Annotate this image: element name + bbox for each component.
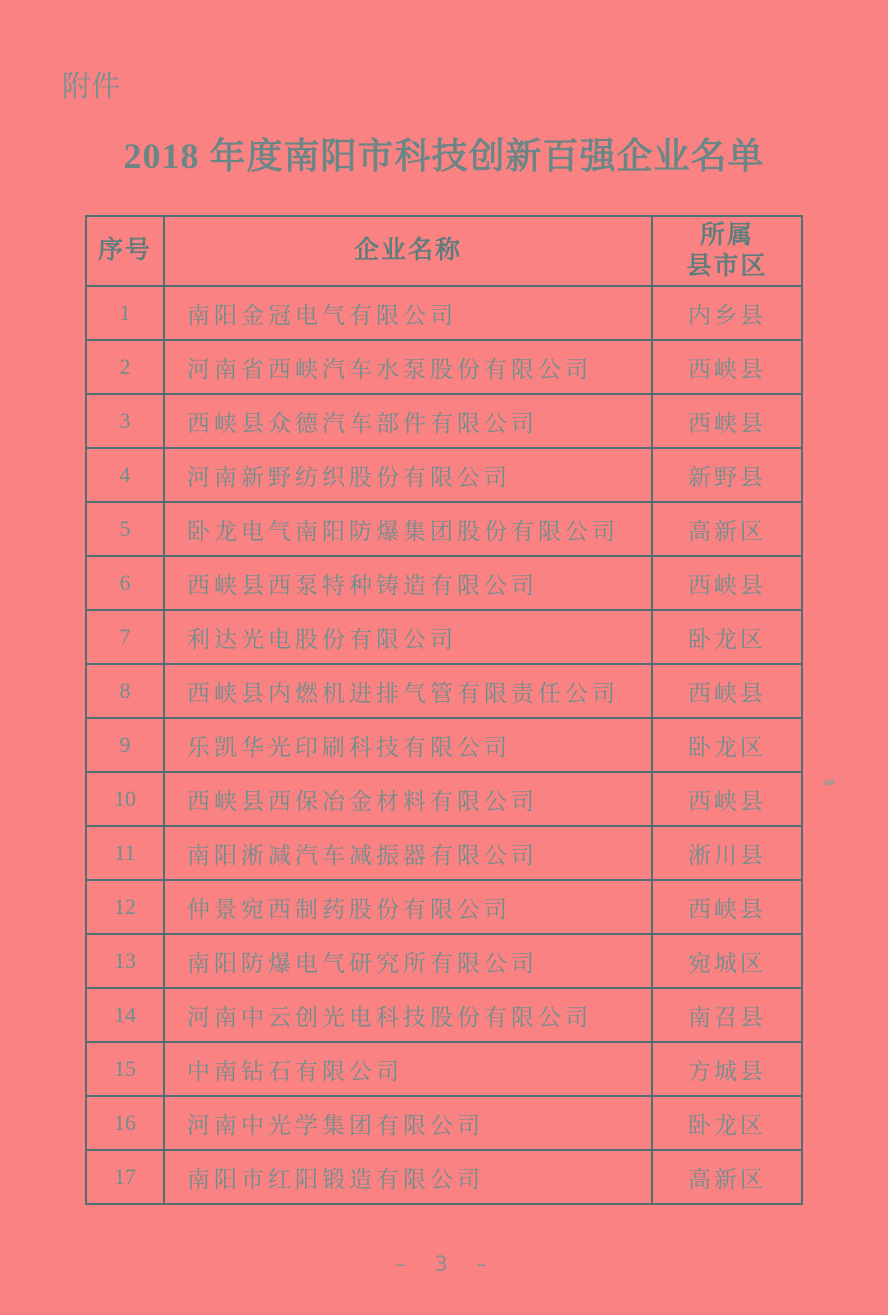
row-index: 12 [86,880,164,934]
table-row [86,718,802,772]
row-index: 3 [86,394,164,448]
company-name: 西峡县众德汽车部件有限公司 [164,394,652,448]
table-row [86,1150,802,1204]
page-title: 2018 年度南阳市科技创新百强企业名单 [123,136,765,176]
company-name: 河南新野纺织股份有限公司 [164,448,652,502]
table-row [86,988,802,1042]
company-name: 利达光电股份有限公司 [164,610,652,664]
table-row [86,448,802,502]
row-index: 17 [86,1150,164,1204]
company-name: 乐凯华光印刷科技有限公司 [164,718,652,772]
row-index: 2 [86,340,164,394]
district: 淅川县 [652,826,802,880]
header-index: 序号 [86,216,164,286]
district: 高新区 [652,1150,802,1204]
row-index: 7 [86,610,164,664]
district: 南召县 [652,988,802,1042]
row-index: 11 [86,826,164,880]
district: 方城县 [652,1042,802,1096]
row-index: 1 [86,286,164,340]
header-district-line1: 所属 [699,221,754,249]
table-row [86,1042,802,1096]
company-name: 南阳淅减汽车减振器有限公司 [164,826,652,880]
table-row [86,394,802,448]
district: 内乡县 [652,286,802,340]
table-row [86,502,802,556]
table-row [86,340,802,394]
district: 西峡县 [652,664,802,718]
table-header-row [86,216,802,286]
table-row [86,826,802,880]
company-name: 南阳金冠电气有限公司 [164,286,652,340]
scan-speck [824,779,836,786]
district: 西峡县 [652,394,802,448]
header-district-line2: 县市区 [686,253,768,280]
company-name: 河南中光学集团有限公司 [164,1096,652,1150]
header-district [652,216,802,286]
row-index: 16 [86,1096,164,1150]
company-name: 河南中云创光电科技股份有限公司 [164,988,652,1042]
row-index: 10 [86,772,164,826]
table-row [86,1096,802,1150]
row-index: 5 [86,502,164,556]
row-index: 9 [86,718,164,772]
district: 卧龙区 [652,1096,802,1150]
table-row [86,772,802,826]
row-index: 14 [86,988,164,1042]
table-body [86,286,802,1204]
district: 宛城区 [652,934,802,988]
company-name: 西峡县内燃机进排气管有限责任公司 [164,664,652,718]
page-number: – 3 – [395,1252,493,1276]
district: 西峡县 [652,880,802,934]
district: 西峡县 [652,772,802,826]
company-name: 卧龙电气南阳防爆集团股份有限公司 [164,502,652,556]
row-index: 6 [86,556,164,610]
company-name: 河南省西峡汽车水泵股份有限公司 [164,340,652,394]
row-index: 4 [86,448,164,502]
attachment-label: 附件 [62,71,121,103]
table-row [86,880,802,934]
company-name: 南阳市红阳锻造有限公司 [164,1150,652,1204]
district: 西峡县 [652,556,802,610]
company-name: 西峡县西保冶金材料有限公司 [164,772,652,826]
table-row [86,934,802,988]
district: 高新区 [652,502,802,556]
header-company-name: 企业名称 [164,216,652,286]
company-name: 西峡县西泵特种铸造有限公司 [164,556,652,610]
district: 新野县 [652,448,802,502]
table-row [86,556,802,610]
district: 卧龙区 [652,718,802,772]
company-name: 仲景宛西制药股份有限公司 [164,880,652,934]
district: 卧龙区 [652,610,802,664]
row-index: 15 [86,1042,164,1096]
enterprise-table [85,215,803,1205]
row-index: 8 [86,664,164,718]
table-row [86,664,802,718]
table-row [86,610,802,664]
company-name: 南阳防爆电气研究所有限公司 [164,934,652,988]
district: 西峡县 [652,340,802,394]
row-index: 13 [86,934,164,988]
table-row [86,286,802,340]
company-name: 中南钻石有限公司 [164,1042,652,1096]
